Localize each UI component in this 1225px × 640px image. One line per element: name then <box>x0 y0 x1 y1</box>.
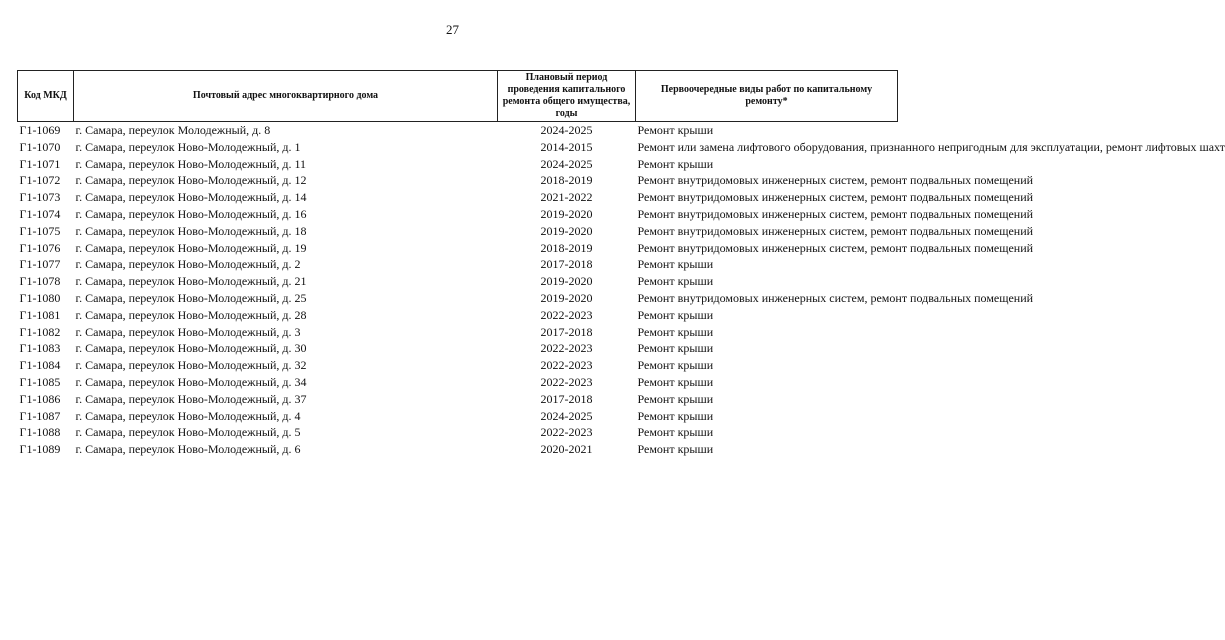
mkd-code-cell: Г1-1084 <box>19 358 61 373</box>
works-cell: Ремонт крыши <box>637 156 714 171</box>
table-row <box>18 391 898 408</box>
address-cell: г. Самара, переулок Ново-Молодежный, д. 18 <box>75 223 307 238</box>
address-cell: г. Самара, переулок Ново-Молодежный, д. 4 <box>75 408 301 423</box>
table-row <box>18 156 898 173</box>
works-cell: Ремонт крыши <box>637 425 714 440</box>
address-cell: г. Самара, переулок Ново-Молодежный, д. 32 <box>75 358 307 373</box>
period-cell: 2018-2019 <box>540 173 593 188</box>
works-cell: Ремонт крыши <box>637 324 714 339</box>
table-row <box>18 256 898 273</box>
mkd-code-cell: Г1-1088 <box>19 425 61 440</box>
period-cell: 2024-2025 <box>540 156 593 171</box>
table-row <box>18 290 898 307</box>
period-cell: 2019-2020 <box>540 206 593 221</box>
mkd-code-cell: Г1-1074 <box>19 206 61 221</box>
mkd-code-cell: Г1-1078 <box>19 274 61 289</box>
works-cell: Ремонт крыши <box>637 257 714 272</box>
works-cell: Ремонт крыши <box>637 358 714 373</box>
mkd-code-cell: Г1-1083 <box>19 341 61 356</box>
works-cell: Ремонт крыши <box>637 442 714 457</box>
works-cell: Ремонт внутридомовых инженерных систем, ремонт подвальных помещений <box>637 290 1034 305</box>
works-cell: Ремонт крыши <box>637 374 714 389</box>
works-cell: Ремонт внутридомовых инженерных систем, ремонт подвальных помещений <box>637 190 1034 205</box>
works-cell: Ремонт внутридомовых инженерных систем, ремонт подвальных помещений <box>637 240 1034 255</box>
address-cell: г. Самара, переулок Ново-Молодежный, д. 25 <box>75 290 307 305</box>
table-row <box>18 307 898 324</box>
header-period: Плановый период проведения капитального ремонта общего имущества, годы <box>498 71 636 122</box>
works-cell: Ремонт или замена лифтового оборудования, признанного непригодным для эксплуатации, ремонт лифтовых шахт <box>637 139 1225 154</box>
table-row <box>18 240 898 257</box>
works-cell: Ремонт внутридомовых инженерных систем, ремонт подвальных помещений <box>637 223 1034 238</box>
table-row <box>18 340 898 357</box>
table-row <box>18 374 898 391</box>
address-cell: г. Самара, переулок Ново-Молодежный, д. 14 <box>75 190 307 205</box>
works-cell: Ремонт внутридомовых инженерных систем, ремонт подвальных помещений <box>637 173 1034 188</box>
header-code: Код МКД <box>18 71 74 122</box>
table-row <box>18 357 898 374</box>
table-header <box>18 71 898 122</box>
period-cell: 2018-2019 <box>540 240 593 255</box>
period-cell: 2022-2023 <box>540 425 593 440</box>
mkd-code-cell: Г1-1072 <box>19 173 61 188</box>
table-row <box>18 408 898 425</box>
period-cell: 2022-2023 <box>540 341 593 356</box>
works-cell: Ремонт крыши <box>637 274 714 289</box>
mkd-code-cell: Г1-1081 <box>19 307 61 322</box>
address-cell: г. Самара, переулок Ново-Молодежный, д. 37 <box>75 391 307 406</box>
mkd-code-cell: Г1-1071 <box>19 156 61 171</box>
works-cell: Ремонт крыши <box>637 123 714 137</box>
address-cell: г. Самара, переулок Ново-Молодежный, д. 2 <box>75 257 301 272</box>
address-cell: г. Самара, переулок Ново-Молодежный, д. 28 <box>75 307 307 322</box>
period-cell: 2017-2018 <box>540 324 593 339</box>
header-address: Почтовый адрес многоквартирного дома <box>74 71 498 122</box>
period-cell: 2017-2018 <box>540 257 593 272</box>
table-row <box>18 441 898 458</box>
works-cell: Ремонт крыши <box>637 341 714 356</box>
address-cell: г. Самара, переулок Ново-Молодежный, д. 21 <box>75 274 307 289</box>
table-row <box>18 273 898 290</box>
works-cell: Ремонт крыши <box>637 391 714 406</box>
address-cell: г. Самара, переулок Ново-Молодежный, д. 34 <box>75 374 307 389</box>
address-cell: г. Самара, переулок Ново-Молодежный, д. 12 <box>75 173 307 188</box>
address-cell: г. Самара, переулок Ново-Молодежный, д. 30 <box>75 341 307 356</box>
period-cell: 2017-2018 <box>540 391 593 406</box>
table-row <box>18 172 898 189</box>
address-cell: г. Самара, переулок Молодежный, д. 8 <box>75 123 271 137</box>
address-cell: г. Самара, переулок Ново-Молодежный, д. 19 <box>75 240 307 255</box>
table-body <box>18 122 1225 458</box>
period-cell: 2019-2020 <box>540 290 593 305</box>
table-row <box>18 139 898 156</box>
mkd-code-cell: Г1-1089 <box>19 442 61 457</box>
mkd-code-cell: Г1-1076 <box>19 240 61 255</box>
mkd-code-cell: Г1-1086 <box>19 391 61 406</box>
table-row <box>18 206 898 223</box>
mkd-code-cell: Г1-1070 <box>19 139 61 154</box>
table-row <box>18 223 898 240</box>
page-number: 27 <box>446 22 459 37</box>
mkd-code-cell: Г1-1069 <box>19 123 61 137</box>
works-cell: Ремонт крыши <box>637 408 714 423</box>
header-works: Первоочередные виды работ по капитальному ремонту* <box>636 71 898 122</box>
address-cell: г. Самара, переулок Ново-Молодежный, д. 5 <box>75 425 301 440</box>
table-row <box>18 324 898 341</box>
header-row <box>18 71 898 122</box>
address-cell: г. Самара, переулок Ново-Молодежный, д. 16 <box>75 206 307 221</box>
period-cell: 2024-2025 <box>540 408 593 423</box>
mkd-code-cell: Г1-1080 <box>19 290 61 305</box>
mkd-code-cell: Г1-1073 <box>19 190 61 205</box>
mkd-code-cell: Г1-1085 <box>19 374 61 389</box>
works-cell: Ремонт внутридомовых инженерных систем, ремонт подвальных помещений <box>637 206 1034 221</box>
period-cell: 2020-2021 <box>540 442 593 457</box>
address-cell: г. Самара, переулок Ново-Молодежный, д. 6 <box>75 442 301 457</box>
table-row <box>18 122 898 139</box>
mkd-code-cell: Г1-1087 <box>19 408 61 423</box>
mkd-code-cell: Г1-1077 <box>19 257 61 272</box>
period-cell: 2021-2022 <box>540 190 593 205</box>
address-cell: г. Самара, переулок Ново-Молодежный, д. 3 <box>75 324 301 339</box>
period-cell: 2022-2023 <box>540 358 593 373</box>
mkd-code-cell: Г1-1082 <box>19 324 61 339</box>
table-row <box>18 189 898 206</box>
address-cell: г. Самара, переулок Ново-Молодежный, д. 11 <box>75 156 307 171</box>
mkd-code-cell: Г1-1075 <box>19 223 61 238</box>
period-cell: 2022-2023 <box>540 307 593 322</box>
table-row <box>18 424 898 441</box>
period-cell: 2014-2015 <box>540 139 593 154</box>
period-cell: 2019-2020 <box>540 274 593 289</box>
address-cell: г. Самара, переулок Ново-Молодежный, д. 1 <box>75 139 301 154</box>
capital-repair-table <box>17 70 1225 458</box>
works-cell: Ремонт крыши <box>637 307 714 322</box>
period-cell: 2019-2020 <box>540 223 593 238</box>
period-cell: 2022-2023 <box>540 374 593 389</box>
period-cell: 2024-2025 <box>540 123 593 137</box>
